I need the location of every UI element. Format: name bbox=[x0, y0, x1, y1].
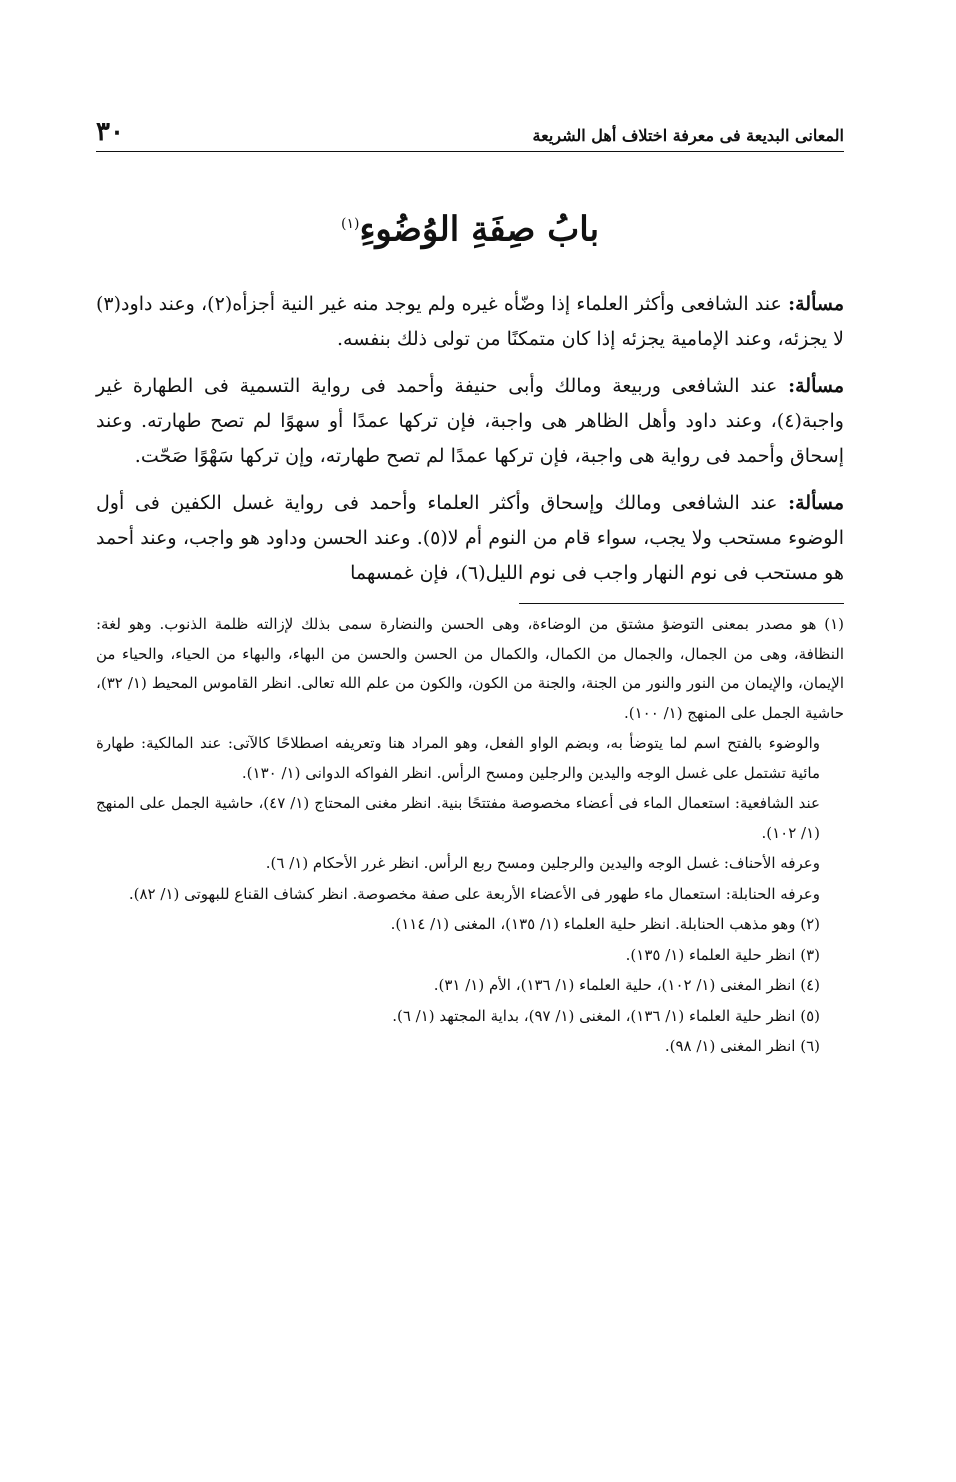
paragraph bbox=[96, 369, 844, 474]
paragraph-text: عند الشافعى وأكثر العلماء إذا وضّأه غيره ولم يوجد منه غير النية أجزأه(٢)، وعند داود(٣) لا يجزئه، وعند الإمامية يجزئه إذا كان متمكنًا من تولى ذلك بنفسه. bbox=[96, 293, 844, 351]
footnote: (١) هو مصدر بمعنى التوضؤ مشتق من الوضاءة، وهى الحسن والنضارة سمى بذلك لإزالته ظلمة الذنوب. وهو لغة: النظافة، وهى من الجمال، والجمال من الكمال، والكمال من الحسن والحسن من البهاء، والبهاء من الحياء، والحياء من الإيمان، والإيمان من النور والنور من الجنة، والجنة من الكون، والكون من علم الله تعالى. انظر القاموس المحيط (١/ ٣٢)، حاشية الجمل على المنهج (١/ ١٠٠). bbox=[96, 615, 844, 722]
issue-label: مسألة: bbox=[788, 375, 844, 398]
footnote-continuation: وعرفه الحنابلة: استعمال ماء طهور فى الأعضاء الأربعة على صفة مخصوصة. انظر كشاف القناع للبهوتى (١/ ٨٢). bbox=[128, 884, 820, 903]
footnote: (٣) انظر حلية العلماء (١/ ١٣٥). bbox=[625, 945, 820, 964]
footnote: (٢) وهو مذهب الحنابلة. انظر حلية العلماء (١/ ١٣٥)، المغنى (١/ ١١٤). bbox=[390, 915, 820, 934]
running-title: المعانى البديعة فى معرفة اختلاف أهل الشريعة bbox=[532, 126, 844, 145]
chapter-footnote-ref: (١) bbox=[340, 216, 360, 232]
issue-label: مسألة: bbox=[788, 293, 844, 316]
main-text bbox=[96, 287, 844, 591]
paragraph bbox=[96, 287, 844, 357]
footnote: (٥) انظر حلية العلماء (١/ ١٣٦)، المغنى (١/ ٩٧)، بداية المجتهد (١/ ٦). bbox=[392, 1006, 820, 1025]
footnotes bbox=[96, 610, 844, 1062]
footnote-continuation: والوضوء بالفتح اسم لما يتوضأ به، وبضم الواو الفعل، وهو المراد هنا وتعريفه اصطلاحًا كالآتى: عند المالكية: طهارة مائية تشتمل على غسل الوجه واليدين والرجلين ومسح الرأس. انظر الفواكه الدوانى (١/ ١٣٠). bbox=[96, 734, 820, 782]
paragraph bbox=[96, 486, 844, 591]
chapter-title-text: بابُ صِفَةِ الوُضُوءِ bbox=[359, 209, 600, 250]
footnote-continuation: عند الشافعية: استعمال الماء فى أعضاء مخصوصة مفتتحًا بنية. انظر مغنى المحتاج (١/ ٤٧)، حاشية الجمل على المنهج (١/ ١٠٢). bbox=[96, 794, 820, 842]
footnote: (٤) انظر المغنى (١/ ١٠٢)، حلية العلماء (١/ ١٣٦)، الأم (١/ ٣١). bbox=[433, 976, 820, 995]
page-header bbox=[96, 108, 844, 152]
chapter-title bbox=[96, 200, 844, 253]
book-page bbox=[96, 108, 844, 1063]
footnote: (٦) انظر المغنى (١/ ٩٨). bbox=[664, 1037, 820, 1056]
paragraph-text: عند الشافعى ومالك وإسحاق وأكثر العلماء وأحمد فى رواية غسل الكفين فى أول الوضوء مستحب ولا يجب، سواء قام من النوم أم لا(٥). وعند الحسن وداود هو واجب، وعند أحمد هو مستحب فى نوم النهار واجب فى نوم الليل(٦)، فإن غمسهما bbox=[96, 492, 844, 585]
footnote-continuation: وعرفه الأحناف: غسل الوجه واليدين والرجلين ومسح ربع الرأس. انظر غرر الأحكام (١/ ٦). bbox=[265, 854, 820, 873]
page-number: ٣٠ bbox=[96, 117, 124, 147]
footnote-divider bbox=[519, 603, 844, 604]
issue-label: مسألة: bbox=[788, 492, 844, 515]
paragraph-text: عند الشافعى وربيعة ومالك وأبى حنيفة وأحمد فى رواية التسمية فى الطهارة غير واجبة(٤)، وعند داود وأهل الظاهر هى واجبة، فإن تركها عمدًا أو سهوًا لم تصح طهارته. وعند إسحاق وأحمد فى رواية هى واجبة، فإن تركها عمدًا لم تصح طهارته، وإن تركها سَهْوًا صَحّت. bbox=[96, 375, 844, 468]
